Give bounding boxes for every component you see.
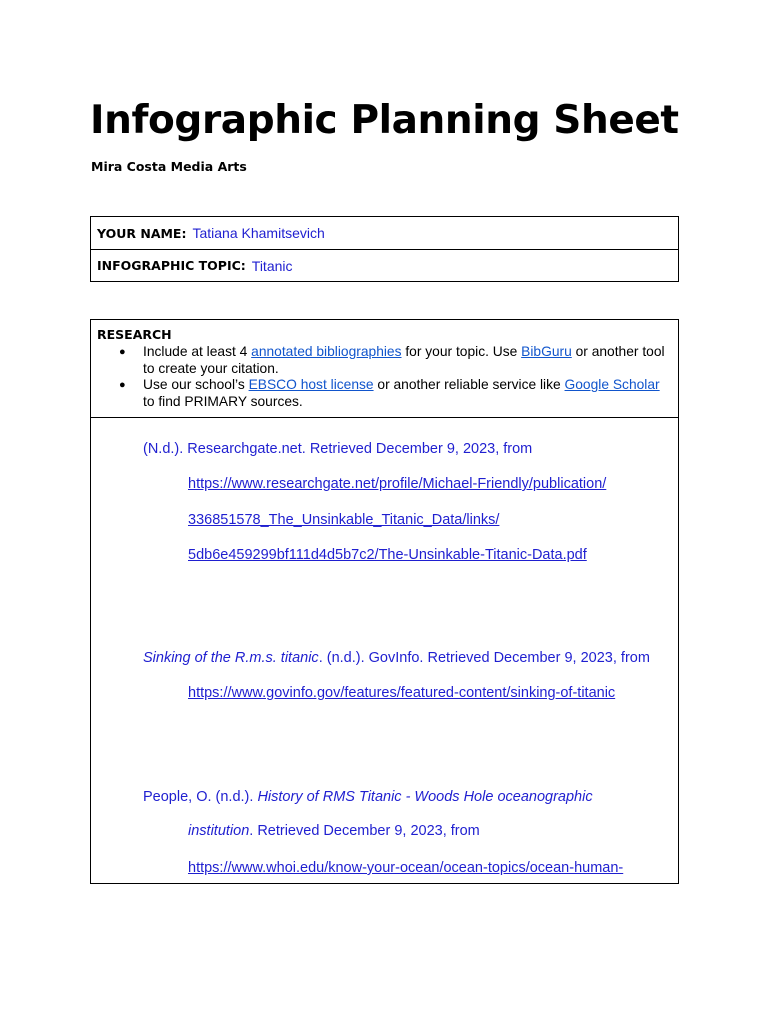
citation-1-text: (N.d.). Researchgate.net. Retrieved December 9, 2023, from bbox=[143, 441, 533, 457]
citation-3-text: People, O. (n.d.). History of RMS Titanic - Woods Hole oceanographic bbox=[143, 789, 593, 805]
citation-1-url-line-1[interactable]: https://www.researchgate.net/profile/Michael-Friendly/publication/ bbox=[188, 476, 607, 492]
ebsco-host-license-link[interactable]: EBSCO host license bbox=[248, 377, 374, 392]
topic-label: INFOGRAPHIC TOPIC: bbox=[97, 258, 246, 273]
citation-3-url[interactable]: https://www.whoi.edu/know-your-ocean/ocean-topics/ocean-human- bbox=[188, 860, 624, 876]
topic-value[interactable]: Titanic bbox=[251, 257, 293, 274]
citation-1-url-line-2[interactable]: 336851578_The_Unsinkable_Titanic_Data/links/ bbox=[188, 512, 500, 528]
name-row bbox=[91, 217, 678, 249]
bullet-icon: ● bbox=[119, 346, 126, 358]
google-scholar-link[interactable]: Google Scholar bbox=[564, 377, 660, 392]
citation-2-text: Sinking of the R.m.s. titanic. (n.d.). GovInfo. Retrieved December 9, 2023, from bbox=[143, 650, 650, 666]
instruction-list bbox=[97, 344, 672, 410]
student-info-table bbox=[90, 216, 679, 282]
list-item: ● Use our school’s EBSCO host license or another reliable service like Google Scholar to find PRIMARY sources. bbox=[119, 377, 660, 409]
research-heading: RESEARCH bbox=[97, 327, 172, 342]
citation-3-title: History of RMS Titanic - Woods Hole oceanographic bbox=[257, 789, 593, 805]
research-table bbox=[90, 319, 679, 884]
citation-2-url[interactable]: https://www.govinfo.gov/features/featured-content/sinking-of-titanic bbox=[188, 685, 616, 701]
citation-list bbox=[91, 418, 678, 884]
page-title: Infographic Planning Sheet bbox=[90, 98, 679, 143]
research-instructions bbox=[91, 320, 678, 418]
name-label: YOUR NAME: bbox=[97, 225, 187, 241]
page-subtitle: Mira Costa Media Arts bbox=[91, 159, 247, 174]
annotated-bibliographies-link[interactable]: annotated bibliographies bbox=[251, 344, 402, 359]
list-item: ● Include at least 4 annotated bibliographies for your topic. Use BibGuru or another tool to create your citation. bbox=[119, 344, 665, 376]
citation-1-url-line-3[interactable]: 5db6e459299bf111d4d5b7c2/The-Unsinkable-Titanic-Data.pdf bbox=[188, 547, 587, 563]
bullet-icon: ● bbox=[119, 379, 126, 391]
topic-row bbox=[91, 249, 678, 281]
name-value[interactable]: Tatiana Khamitsevich bbox=[192, 225, 325, 241]
citation-2-title: Sinking of the R.m.s. titanic bbox=[143, 650, 319, 666]
citation-3-text-line-2: institution. Retrieved December 9, 2023, from bbox=[188, 823, 480, 839]
bibguru-link[interactable]: BibGuru bbox=[521, 344, 572, 359]
